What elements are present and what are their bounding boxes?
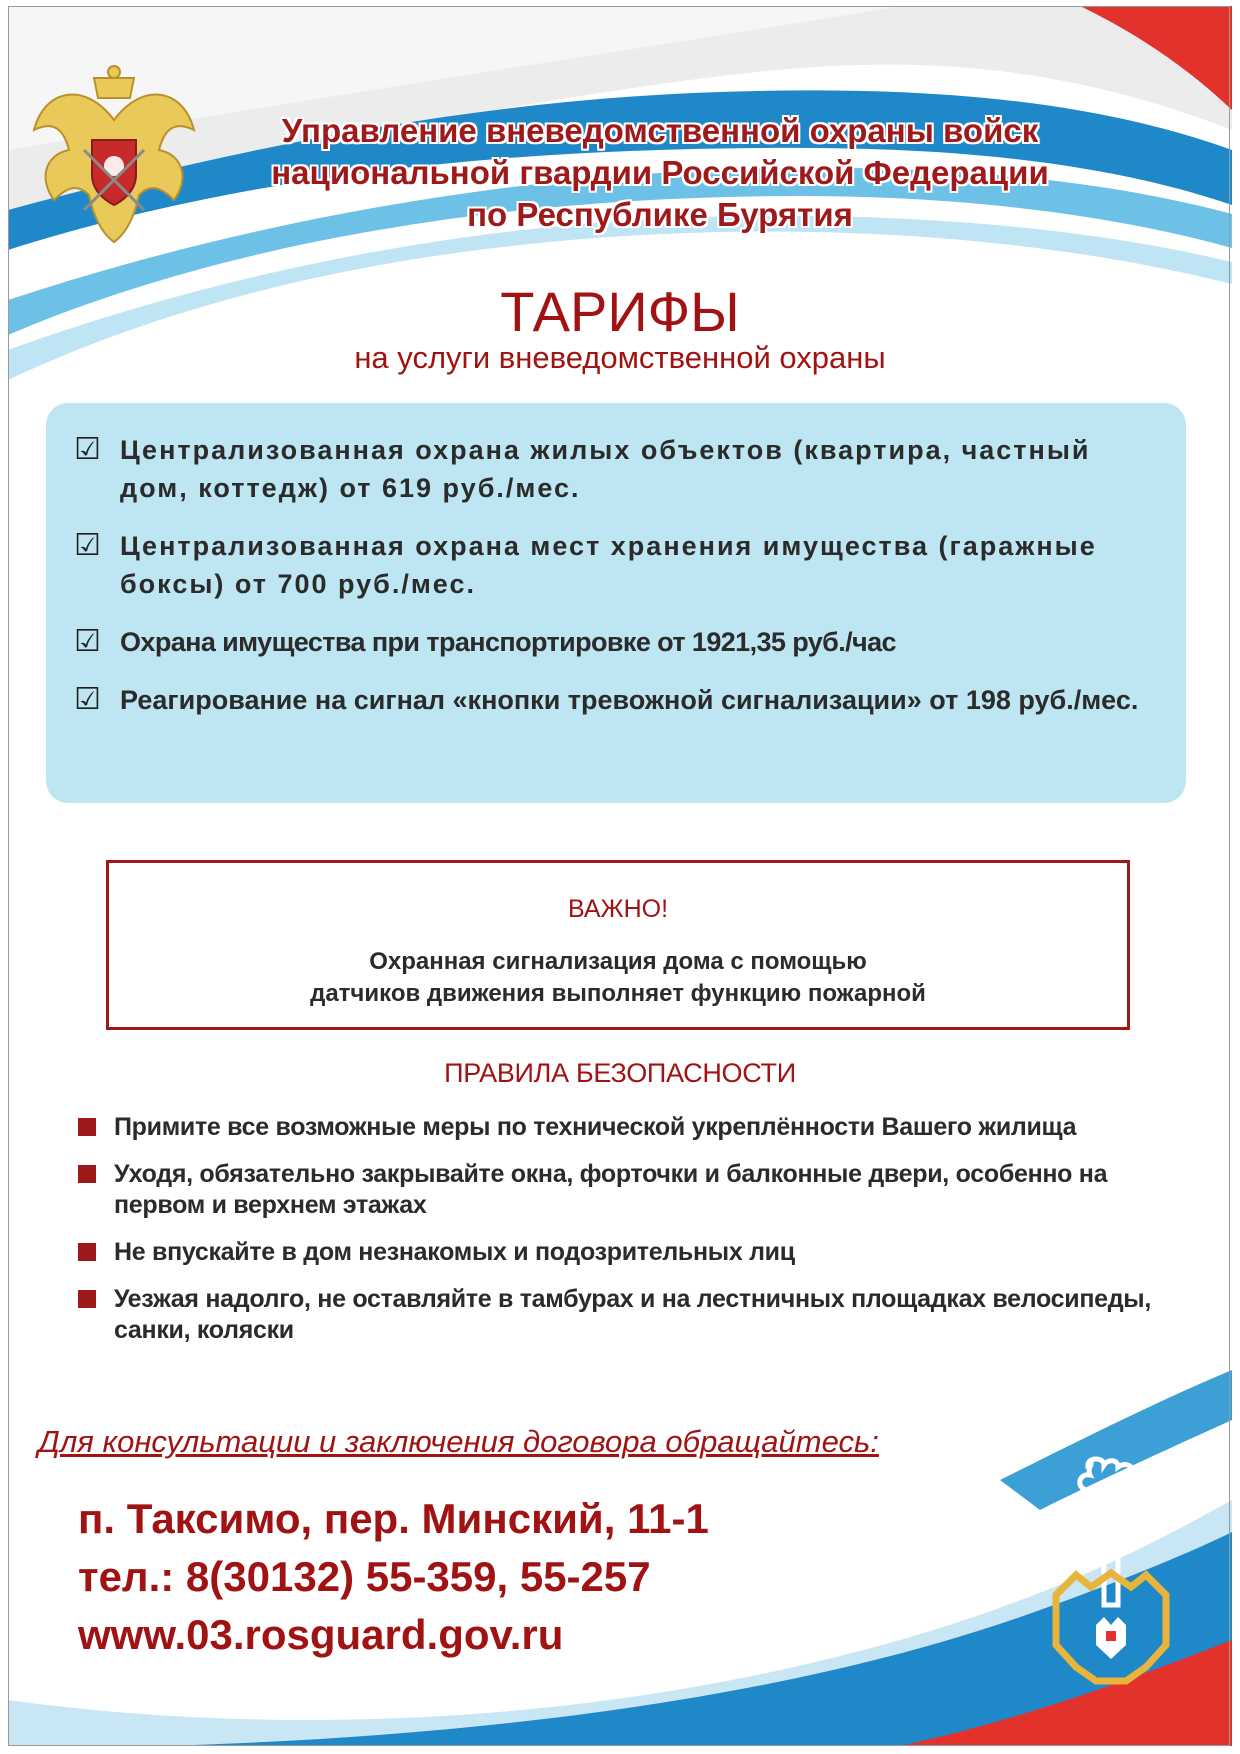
tariff-text: Охрана имущества при транспортировке от 1921,35 руб./час (120, 627, 896, 657)
tariff-text: Централизованная охрана жилых объектов (квартира, частный дом, коттедж) от 619 руб./мес. (120, 435, 1091, 503)
tariff-item (74, 527, 1156, 603)
square-bullet-icon (78, 1118, 96, 1136)
notice-line: Охранная сигнализация дома с помощью (369, 948, 867, 975)
square-bullet-icon (78, 1165, 96, 1183)
rules-title: ПРАВИЛА БЕЗОПАСНОСТИ (444, 1058, 796, 1088)
rule-item (78, 1159, 1178, 1221)
page-title: ТАРИФЫ (500, 280, 740, 343)
rule-text: Уходя, обязательно закрывайте окна, форточки и балконные двери, особенно на первом и верхнем этажах (114, 1160, 1108, 1219)
notice-line: датчиков движения выполняет функцию пожарной (310, 980, 926, 1007)
contact-heading: Для консультации и заключения договора обращайтесь: (38, 1424, 879, 1459)
notice-text (109, 946, 1127, 1010)
rule-text: Уезжая надолго, не оставляйте в тамбурах и на лестничных площадках велосипеды, санки, коляски (114, 1285, 1152, 1344)
tariff-item (74, 623, 1156, 661)
rule-text: Не впускайте в дом незнакомых и подозрительных лиц (114, 1238, 795, 1266)
tariff-text: Централизованная охрана мест хранения имущества (гаражные боксы) от 700 руб./мес. (120, 531, 1097, 599)
tariffs-panel (46, 403, 1186, 803)
key-logo-icon (1046, 1455, 1176, 1693)
contact-address: п. Таксимо, пер. Минский, 11-1 (78, 1495, 709, 1542)
org-title-line: по Республике Бурятия (467, 196, 853, 233)
rule-item (78, 1284, 1178, 1346)
tariffs-list (46, 403, 1186, 719)
checkbox-icon: ☑ (74, 529, 101, 562)
rule-text: Примите все возможные меры по технической укреплённости Вашего жилища (114, 1113, 1077, 1141)
tariff-text: Реагирование на сигнал «кнопки тревожной сигнализации» от 198 руб./мес. (120, 685, 1139, 715)
notice-title: ВАЖНО! (567, 895, 669, 923)
contact-info (78, 1490, 709, 1664)
eagle-emblem-icon (24, 60, 204, 250)
square-bullet-icon (78, 1243, 96, 1261)
page-subtitle: на услуги вневедомственной охраны (354, 340, 886, 375)
org-title-line: национальной гвардии Российской Федерации (271, 154, 1049, 191)
checkbox-icon: ☑ (74, 433, 101, 466)
tariff-item (74, 681, 1156, 719)
checkbox-icon: ☑ (74, 625, 101, 658)
tariff-item (74, 431, 1156, 507)
contact-website-link[interactable]: www.03.rosguard.gov.ru (78, 1611, 564, 1658)
rules-list (78, 1112, 1178, 1362)
organization-title (200, 110, 1120, 236)
rule-item (78, 1237, 1178, 1268)
square-bullet-icon (78, 1290, 96, 1308)
rule-item (78, 1112, 1178, 1143)
org-title-line: Управление вневедомственной охраны войск (281, 112, 1039, 149)
checkbox-icon: ☑ (74, 683, 101, 716)
contact-phone[interactable]: тел.: 8(30132) 55-359, 55-257 (78, 1553, 651, 1600)
important-notice (106, 860, 1130, 1030)
